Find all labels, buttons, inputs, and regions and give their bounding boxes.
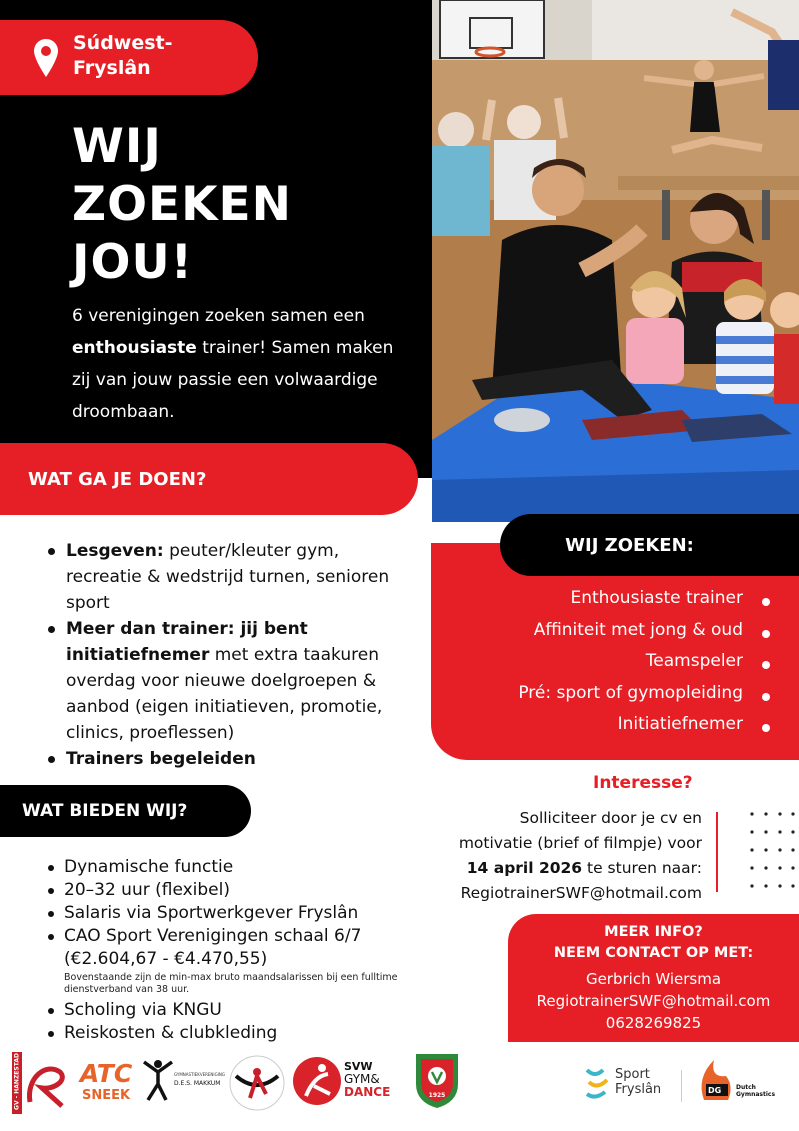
des-top-text: GYMNASTIEKVERENIGING — [174, 1072, 225, 1077]
list-item: Initiatiefnemer — [440, 714, 775, 746]
intro-part1: 6 verenigingen zoeken samen een — [72, 306, 365, 326]
sponsor-logos — [0, 1048, 799, 1120]
location-line2: Fryslân — [73, 57, 151, 79]
intro-part2: trainer! Samen maken zij van jouw passie een volwaardige droombaan. — [72, 338, 394, 422]
gv-swoosh-icon — [24, 1058, 68, 1110]
deadline-date: 14 april 2026 — [466, 859, 583, 877]
list-item: Scholing via KNGU — [48, 999, 428, 1022]
logo-sport-fryslan — [583, 1064, 673, 1104]
section-header-zoeken: WIJ ZOEKEN: — [500, 514, 799, 576]
des-bottom-text: D.E.S. MAKKUM — [174, 1080, 221, 1087]
club-shield-icon — [412, 1050, 462, 1110]
dutch-text: Dutch — [736, 1084, 756, 1091]
logo-1925-shield — [412, 1050, 462, 1112]
divider-line — [716, 812, 718, 892]
logo-dance-circle — [292, 1056, 342, 1106]
contact-box — [508, 914, 799, 1042]
interesse-line2: motivatie (brief of filmpje) voor — [458, 834, 702, 852]
doen-item-1-bold: Lesgeven: — [66, 541, 164, 561]
logo-svw-gym-dance — [344, 1060, 406, 1112]
gymnast-circle-icon — [228, 1054, 286, 1112]
apply-email-link[interactable]: RegiotrainerSWF@hotmail.com — [460, 884, 702, 902]
list-item: Dynamische functie — [48, 856, 428, 879]
logo-dutch-gymnastics — [696, 1056, 786, 1106]
logo-des-makkum — [140, 1058, 225, 1110]
list-item — [48, 925, 428, 996]
zoeken-list — [440, 588, 775, 746]
doen-item-2-text: met extra taakuren overdag voor nieuwe doelgroepen & aanbod (eigen initiatieven, promotie, clinics, proeflessen) — [66, 645, 383, 743]
interesse-title: Interesse? — [593, 773, 693, 793]
svw-text: SVW — [344, 1060, 373, 1073]
fryslan-text: Fryslân — [615, 1082, 662, 1097]
interesse-line1: Solliciteer door je cv en — [519, 809, 702, 827]
dot-pattern-decoration — [748, 810, 796, 892]
intro-bold: enthousiaste — [72, 338, 197, 358]
list-item: Affiniteit met jong & oud — [440, 620, 775, 652]
list-item — [48, 746, 420, 772]
logo-gymnastiek-club — [228, 1054, 286, 1112]
contact-heading1: MEER INFO? — [604, 924, 703, 940]
atc-text: ATC — [79, 1059, 133, 1088]
shield-year: 1925 — [428, 1092, 446, 1099]
location-badge — [0, 20, 258, 95]
bieden-list — [48, 856, 428, 1045]
hero-photo — [432, 0, 799, 522]
list-item: Pré: sport of gymopleiding — [440, 683, 775, 715]
interesse-text — [420, 806, 702, 906]
page-title — [72, 118, 292, 292]
sneek-text: SNEEK — [81, 1088, 131, 1103]
title-line3: JOU! — [72, 235, 194, 290]
gv-vertical-text: GV - HANZESTAD — [13, 1053, 21, 1110]
list-item: 20–32 uur (flexibel) — [48, 879, 428, 902]
title-line1: WIJ — [72, 119, 162, 174]
sport-fryslan-mark-icon — [583, 1064, 611, 1100]
location-pin-icon — [32, 38, 60, 78]
list-item: Enthousiaste trainer — [440, 588, 775, 620]
contact-email-link[interactable]: RegiotrainerSWF@hotmail.com — [536, 992, 771, 1010]
list-item — [48, 616, 420, 746]
title-line2: ZOEKEN — [72, 177, 293, 232]
svg-text:DG: DG — [708, 1086, 722, 1095]
list-item: Salaris via Sportwerkgever Fryslân — [48, 902, 428, 925]
section-header-doen: WAT GA JE DOEN? — [0, 443, 418, 515]
logo-atc-sneek — [78, 1060, 134, 1110]
svw-gym-text: GYM& — [344, 1072, 380, 1086]
contact-phone-link[interactable]: 0628269825 — [605, 1014, 702, 1032]
contact-heading2: NEEM CONTACT OP MET: — [553, 945, 754, 961]
section-header-bieden: WAT BIEDEN WIJ? — [0, 785, 251, 837]
dancer-circle-icon — [292, 1056, 342, 1106]
contact-name: Gerbrich Wiersma — [585, 970, 722, 988]
dutch-gymnastics-flame-icon — [696, 1056, 736, 1106]
cao-text: CAO Sport Verenigingen schaal 6/7 (€2.604,67 - €4.470,55) — [64, 926, 362, 969]
gym-scene-illustration — [432, 0, 799, 522]
gymnast-figure-icon — [140, 1058, 176, 1102]
salary-note: Bovenstaande zijn de min-max bruto maandsalarissen bij een fulltime dienstverband van 38 uur. — [64, 972, 398, 995]
list-item: Reiskosten & clubkleding — [48, 1022, 428, 1045]
logo-gv-hanzestad — [12, 1052, 66, 1114]
doen-item-2-bold: Meer dan trainer: jij bent initiatiefnemer — [66, 619, 308, 665]
list-item: Teamspeler — [440, 651, 775, 683]
svw-dance-text: DANCE — [344, 1085, 391, 1099]
logo-divider — [681, 1070, 682, 1102]
doen-item-1-text: peuter/kleuter gym, recreatie & wedstrijd turnen, senioren sport — [66, 541, 390, 613]
location-line1: Súdwest- — [73, 32, 173, 54]
sport-text: Sport — [615, 1067, 650, 1082]
interesse-line3-rest: te sturen naar: — [582, 859, 702, 877]
gymnastics-text: Gymnastics — [736, 1091, 776, 1098]
doen-list — [48, 538, 420, 772]
doen-item-3-bold: Trainers begeleiden — [66, 749, 256, 769]
interesse-line3 — [420, 856, 702, 881]
intro-text — [72, 300, 412, 428]
list-item — [48, 538, 420, 616]
location-text — [73, 31, 173, 81]
